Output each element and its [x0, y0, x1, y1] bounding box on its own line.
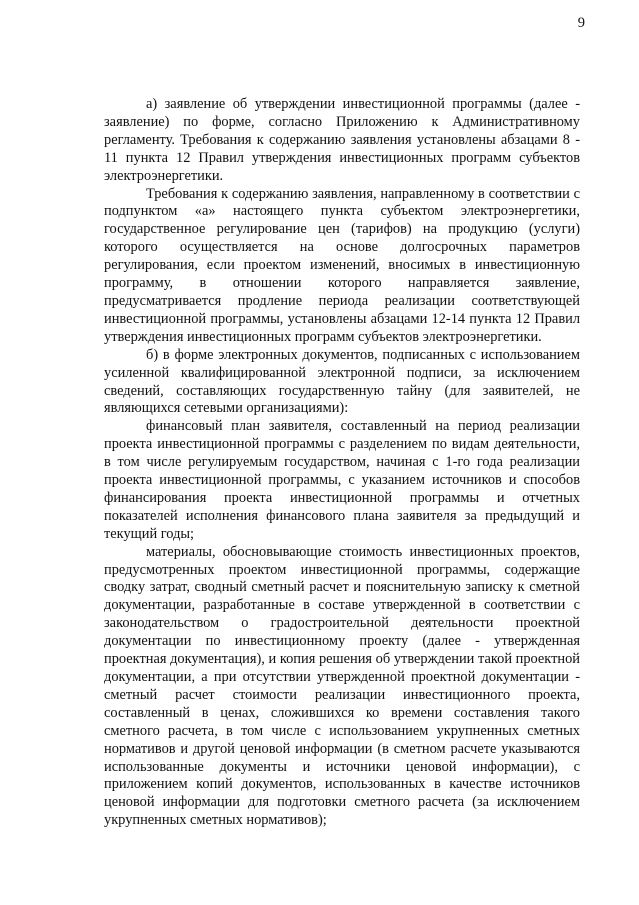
paragraph-electronic-documents: б) в форме электронных документов, подписанных с использованием усиленной квалифицированной электронной подписи, за исключением сведений, составляющих государственную тайну (для заявителей, не являющихся сетевыми организациями):	[104, 346, 580, 417]
paragraph-application: а) заявление об утверждении инвестиционной программы (далее - заявление) по форме, согласно Приложению к Административному регламенту. Требования к содержанию заявления установлены абзацами 8 - 11 пункта 12 Правил утверждения инвестиционных программ субъектов электроэнергетики.	[104, 96, 580, 184]
paragraph-financial-plan: финансовый план заявителя, составленный на период реализации проекта инвестиционной программы с разделением по видам деятельности, в том числе регулируемым государством, начиная с 1-го года реализации проекта инвестиционной программы, с указанием источников и способов финансирования проекта инвестиционной программы и отчетных показателей исполнения финансового плана заявителя за предыдущий и текущий годы;	[104, 418, 580, 542]
page-number: 9	[577, 15, 585, 31]
document-body	[104, 96, 580, 830]
paragraph-cost-materials: материалы, обосновывающие стоимость инвестиционных проектов, предусмотренных проектом инвестиционной программы, содержащие сводку затрат, сводный сметный расчет и пояснительную записку к сметной документации, разработанные в составе утвержденной в соответствии с законодательством о градостроительной деятельности проектной документации по инвестиционному проекту (далее - утвержденная проектная документация), и копия решения об утверждении такой проектной документации, а при отсутствии утвержденной проектной документации - сметный расчет стоимости реализации инвестиционного проекта, составленный в ценах, сложившихся ко времени составления такого сметного расчета, в том числе с использованием укрупненных сметных нормативов и другой ценовой информации (в сметном расчете указываются использованные документы и источники ценовой информации), с приложением копий документов, использованных в качестве источников ценовой информации для подготовки сметного расчета (за исключением укрупненных сметных нормативов);	[104, 543, 580, 829]
paragraph-application-requirements: Требования к содержанию заявления, направленному в соответствии с подпунктом «а» настоящего пункта субъектом электроэнергетики, государственное регулирование цен (тарифов) на продукцию (услуги) которого осуществляется на основе долгосрочных параметров регулирования, если проектом изменений, вносимых в инвестиционную программу, в отношении которого направляется заявление, предусматривается продление периода реализации соответствующей инвестиционной программы, установлены абзацами 12-14 пункта 12 Правил утверждения инвестиционных программ субъектов электроэнергетики.	[104, 185, 580, 345]
